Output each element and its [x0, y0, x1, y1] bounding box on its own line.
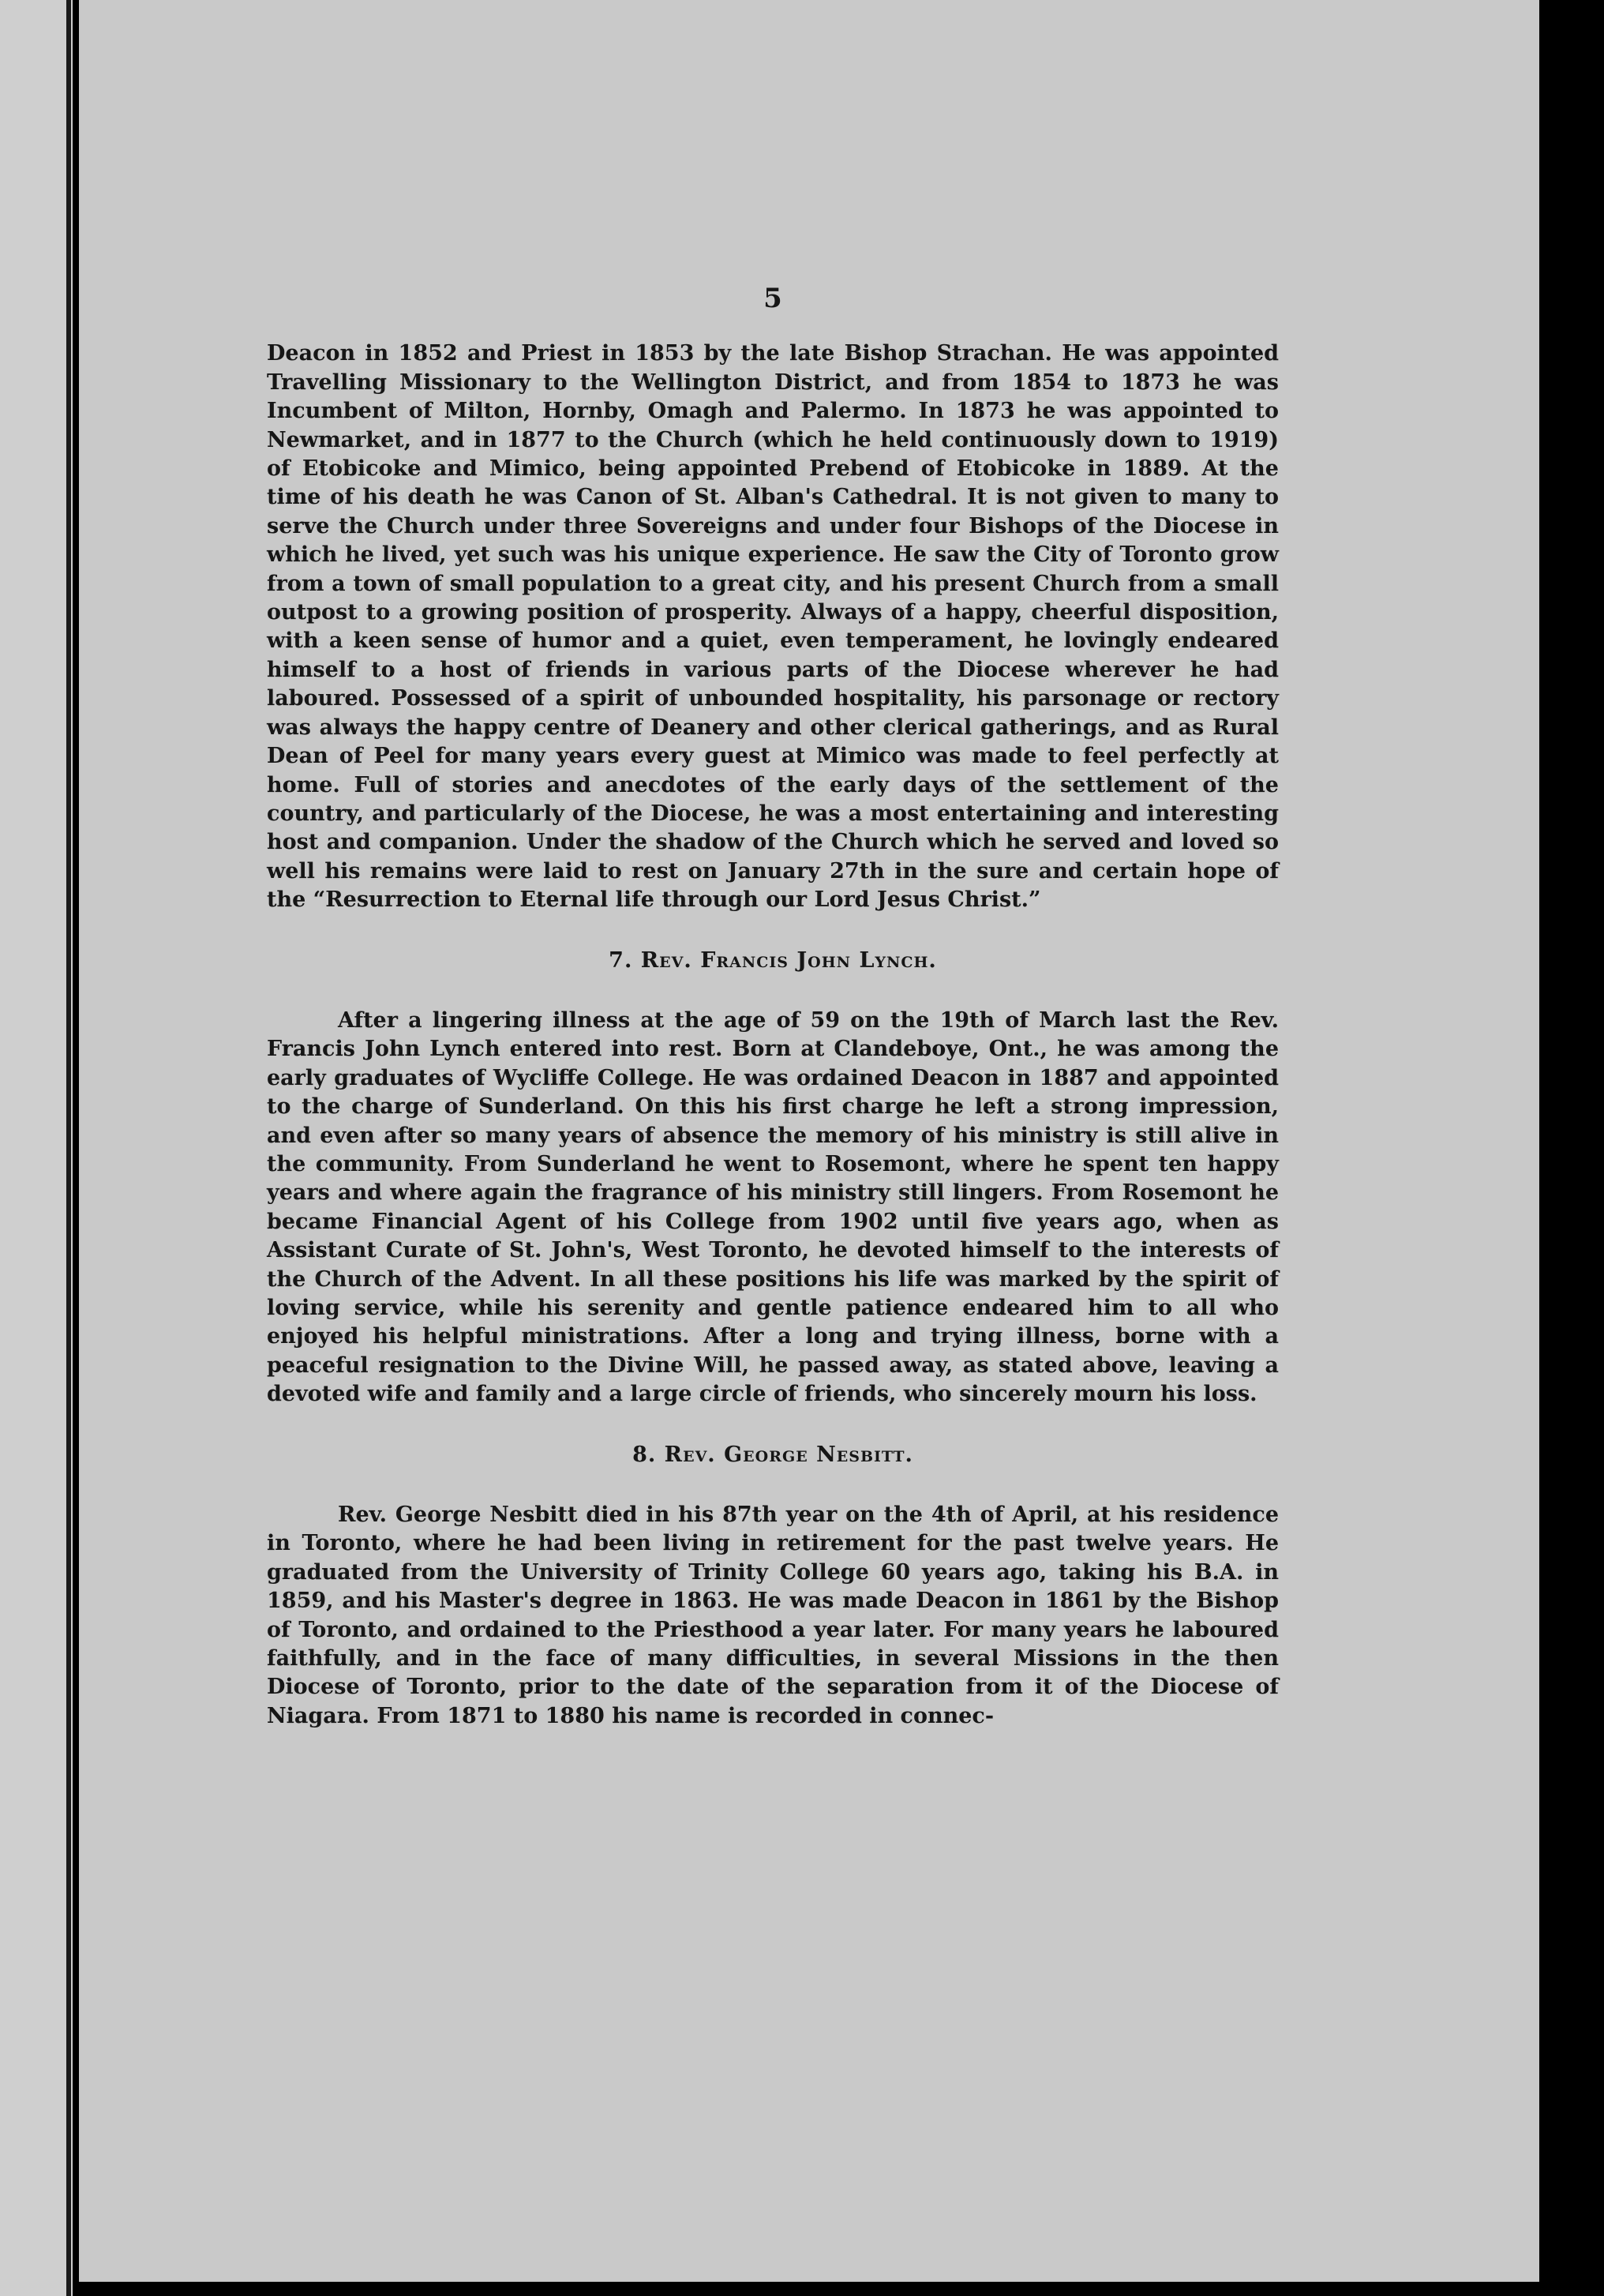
page-text: [267, 284, 1279, 1731]
scan-left-margin: [0, 0, 73, 2296]
binding-shadow: [66, 0, 71, 2296]
section-heading-nesbitt: 8. Rev. George Nesbitt.: [632, 1442, 913, 1467]
section-heading-lynch: 7. Rev. Francis John Lynch.: [609, 947, 937, 973]
continued-paragraph: Deacon in 1852 and Priest in 1853 by the late Bishop Strachan. He was appointed Travelling Missionary to the Wellington District, and from 1854 to 1873 he was Incumbent of Milton, Hornby, Omagh and Palermo. In 1873 he was appointed to Newmarket, and in 1877 to the Church (which he held continuously down to 1919) of Etobicoke and Mimico, being appointed Prebend of Etobicoke in 1889. At the time of his death he was Canon of St. Alban's Cathedral. It is not given to many to serve the Church under three Sovereigns and under four Bishops of the Diocese in which he lived, yet such was his unique experience. He saw the City of Toronto grow from a town of small population to a great city, and his present Church from a small outpost to a growing position of prosperity. Always of a happy, cheerful disposition, with a keen sense of humor and a quiet, even temperament, he lovingly endeared himself to a host of friends in various parts of the Diocese wherever he had laboured. Possessed of a spirit of unbounded hospitality, his parsonage or rectory was always the happy centre of Deanery and other clerical gatherings, and as Rural Dean of Peel for many years every guest at Mimico was made to feel perfectly at home. Full of stories and anecdotes of the early days of the settlement of the country, and particularly of the Diocese, he was a most entertaining and interesting host and companion. Under the shadow of the Church which he served and loved so well his remains were laid to rest on January 27th in the sure and certain hope of the “Resurrection to Eternal life through our Lord Jesus Christ.”: [267, 341, 1279, 913]
scan-right-edge: [1539, 0, 1604, 2296]
page-number: 5: [763, 283, 782, 314]
section-body-lynch: After a lingering illness at the age of 59 on the 19th of March last the Rev. Francis John Lynch entered into rest. Born at Clandeboye, Ont., he was among the early graduates of Wycliffe College. He was ordained Deacon in 1887 and appointed to the charge of Sunderland. On this his first charge he left a strong impression, and even after so many years of absence the memory of his ministry is still alive in the community. From Sunderland he went to Rosemont, where he spent ten happy years and where again the fragrance of his ministry still lingers. From Rosemont he became Financial Agent of his College from 1902 until five years ago, when as Assistant Curate of St. John's, West Toronto, he devoted himself to the interests of the Church of the Advent. In all these positions his life was marked by the spirit of loving service, while his serenity and gentle patience endeared him to all who enjoyed his helpful ministrations. After a long and trying illness, borne with a peaceful resignation to the Divine Will, he passed away, as stated above, leaving a devoted wife and family and a large circle of friends, who sincerely mourn his loss.: [267, 1007, 1279, 1407]
section-body-nesbitt: Rev. George Nesbitt died in his 87th year on the 4th of April, at his residence in Toronto, where he had been living in retirement for the past twelve years. He graduated from the University of Trinity College 60 years ago, taking his B.A. in 1859, and his Master's degree in 1863. He was made Deacon in 1861 by the Bishop of Toronto, and ordained to the Priesthood a year later. For many years he laboured faithfully, and in the face of many difficulties, in several Missions in the then Diocese of Toronto, prior to the date of the separation from it of the Diocese of Niagara. From 1871 to 1880 his name is recorded in connec-: [267, 1503, 1279, 1728]
